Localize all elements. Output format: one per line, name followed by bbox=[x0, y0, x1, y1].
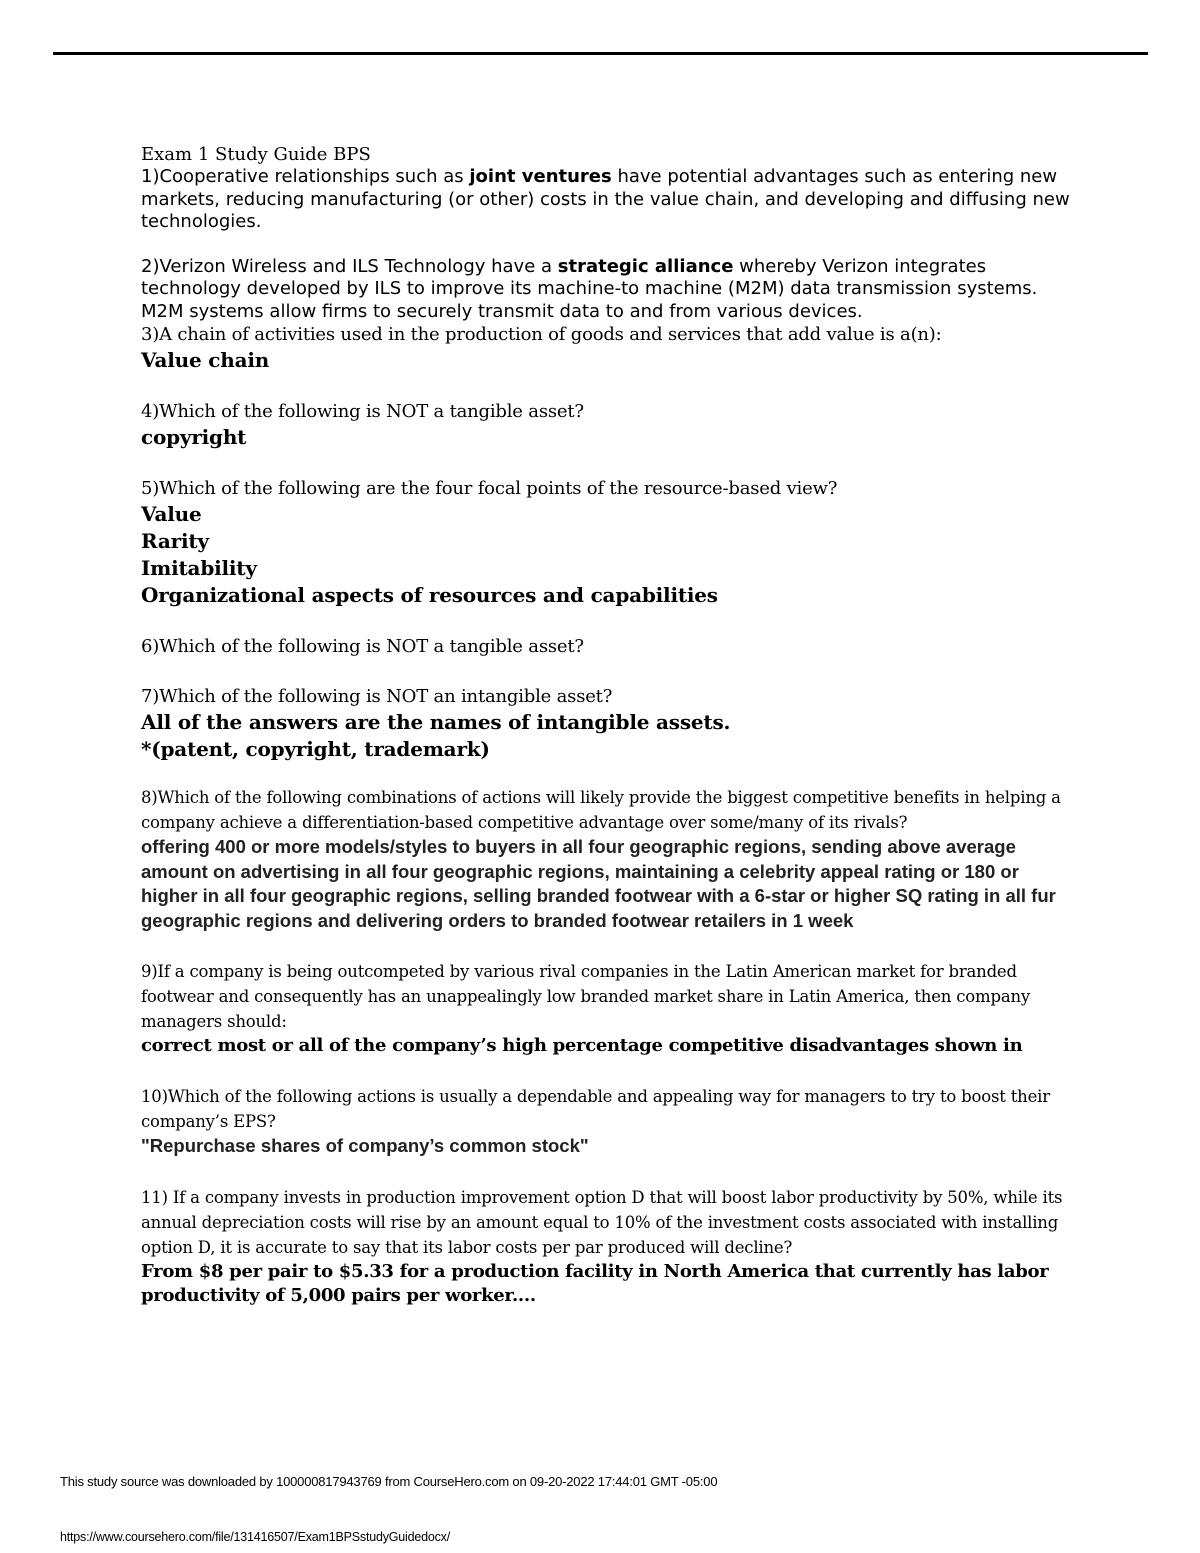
source-url-link[interactable]: https://www.coursehero.com/file/131416507/Exam1BPSstudyGuidedocx/ bbox=[60, 1530, 450, 1544]
spacer bbox=[141, 1058, 1071, 1084]
q1-keyword: joint ventures bbox=[469, 166, 612, 187]
spacer bbox=[141, 1159, 1071, 1185]
document-body bbox=[141, 143, 1071, 1308]
question-10: 10)Which of the following actions is usually a dependable and appealing way for managers to try to boost their company’s EPS? bbox=[141, 1087, 1050, 1131]
question-2 bbox=[141, 256, 1071, 324]
answer-7-line-1: All of the answers are the names of intangible assets. bbox=[141, 710, 731, 734]
q2-keyword: strategic alliance bbox=[557, 255, 734, 277]
question-4: 4)Which of the following is NOT a tangible asset? bbox=[141, 401, 584, 422]
question-11: 11) If a company invests in production improvement option D that will boost labor productivity by 50%, while its annual depreciation costs will rise by an amount equal to 10% of the investment costs associated with installing option D, it is accurate to say that its labor costs per par produced will decline? bbox=[141, 1187, 1063, 1257]
answer-5-item: Organizational aspects of resources and capabilities bbox=[141, 583, 718, 607]
top-rule bbox=[53, 52, 1148, 55]
answer-5-item: Imitability bbox=[141, 556, 257, 580]
q2-text-pre: 2)Verizon Wireless and ILS Technology have a bbox=[141, 255, 558, 277]
spacer bbox=[141, 234, 1071, 256]
answer-8: offering 400 or more models/styles to buyers in all four geographic regions, sending above average amount on advertising in all four geographic regions, maintaining a celebrity appeal rating or 180 or higher in all four geographic regions, selling branded footwear with a 6-star or higher SQ rating in all fur geographic regions and delivering orders to branded footwear retailers in 1 week bbox=[141, 836, 1056, 931]
spacer bbox=[141, 451, 1071, 477]
answer-11: From $8 per pair to $5.33 for a production facility in North America that currently has labor productivity of 5,000 pairs per worker.... bbox=[141, 1260, 1049, 1306]
download-notice: This study source was downloaded by 100000817943769 from CourseHero.com on 09-20-2022 17:44:01 GMT -05:00 bbox=[60, 1474, 718, 1489]
answer-5-item: Value bbox=[141, 502, 202, 526]
answer-3: Value chain bbox=[141, 348, 270, 372]
q1-text-post: have potential advantages such as entering new markets, reducing manufacturing (or other) costs in the value chain, and developing and diffusing new technologies. bbox=[141, 166, 1070, 232]
spacer bbox=[141, 374, 1071, 400]
q1-text-pre: 1)Cooperative relationships such as bbox=[141, 166, 470, 187]
question-5: 5)Which of the following are the four focal points of the resource-based view? bbox=[141, 478, 838, 499]
question-7: 7)Which of the following is NOT an intangible asset? bbox=[141, 686, 613, 707]
answer-10: "Repurchase shares of company’s common stock" bbox=[141, 1135, 589, 1156]
spacer bbox=[141, 659, 1071, 685]
answer-9: correct most or all of the company’s high percentage competitive disadvantages shown in bbox=[141, 1035, 1023, 1056]
question-6: 6)Which of the following is NOT a tangible asset? bbox=[141, 636, 584, 657]
answer-4: copyright bbox=[141, 425, 247, 449]
question-9: 9)If a company is being outcompeted by various rival companies in the Latin American market for branded footwear and consequently has an unappealingly low branded market share in Latin America, then company managers should: bbox=[141, 962, 1031, 1031]
spacer bbox=[141, 609, 1071, 635]
question-8: 8)Which of the following combinations of actions will likely provide the biggest competitive benefits in helping a company achieve a differentiation-based competitive advantage over some/many of its rivals? bbox=[141, 788, 1061, 832]
q2-text-post: whereby Verizon integrates technology developed by ILS to improve its machine-to machine (M2M) data transmission systems. M2M systems allow firms to securely transmit data to and from various devices. bbox=[141, 255, 1038, 322]
spacer bbox=[141, 933, 1071, 959]
spacer bbox=[141, 763, 1071, 785]
question-3: 3)A chain of activities used in the production of goods and services that add value is a(n): bbox=[141, 324, 942, 345]
answer-7-line-2: *(patent, copyright, trademark) bbox=[141, 737, 490, 761]
document-title: Exam 1 Study Guide BPS bbox=[141, 144, 371, 165]
answer-5-item: Rarity bbox=[141, 529, 209, 553]
question-1 bbox=[141, 166, 1071, 234]
